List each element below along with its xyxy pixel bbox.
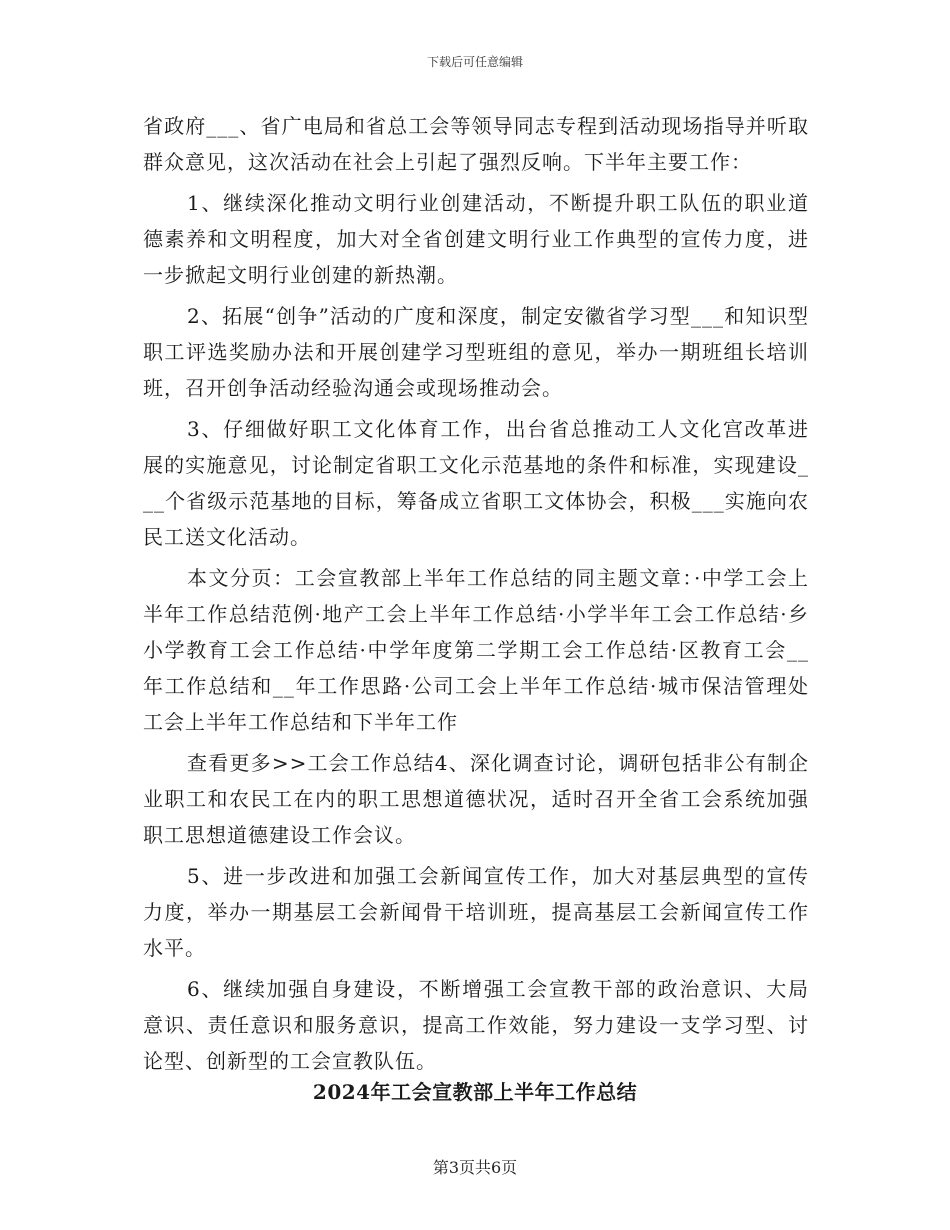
header-note: 下载后可任意编辑 [426, 55, 523, 69]
paragraph-item-4: 查看更多>>工会工作总结4、深化调查讨论，调研包括非公有制企业职工和农民工在内的职工思想道德状况，适时召开全省工会系统加强职工思想道德建设工作会议。 [143, 751, 809, 847]
paragraph-item-5: 5、进一步改进和加强工会新闻宣传工作，加大对基层典型的宣传力度，举办一期基层工会新闻骨干培训班，提高基层工会新闻宣传工作水平。 [143, 864, 809, 960]
paragraph-item-6: 6、继续加强自身建设，不断增强工会宣教干部的政治意识、大局意识、责任意识和服务意识，提高工作效能，努力建设一支学习型、讨论型、创新型的工会宣教队伍。 [143, 977, 809, 1073]
paragraph-item-2: 2、拓展“创争”活动的广度和深度，制定安徽省学习型___和知识型职工评选奖励办法和开展创建学习型班组的意见，举办一期班组长培训班，召开创争活动经验沟通会或现场推动会。 [143, 304, 809, 400]
page-number: 第3页共6页 [432, 1158, 518, 1177]
paragraph-item-1: 1、继续深化推动文明行业创建活动，不断提升职工队伍的职业道德素养和文明程度，加大对全省创建文明行业工作典型的宣传力度，进一步掀起文明行业创建的新热潮。 [143, 191, 809, 287]
paragraph-item-3: 3、仔细做好职工文化体育工作，出台省总推动工人文化宫改革进展的实施意见，讨论制定省职工文化示范基地的条件和标准，实现建设___个省级示范基地的目标，筹备成立省职工文体协会，积极___实施向农民工送文化活动。 [143, 417, 809, 549]
section-title: 2024年工会宣教部上半年工作总结 [312, 1080, 638, 1104]
document-body [143, 108, 809, 1084]
paragraph-related-articles: 本文分页：工会宣教部上半年工作总结的同主题文章：·中学工会上半年工作总结范例·地产工会上半年工作总结·小学半年工会工作总结·乡小学教育工会工作总结·中学年度第二学期工会工作总结·区教育工会__年工作总结和__年工作思路·公司工会上半年工作总结·城市保洁管理处工会上半年工作总结和下半年工作 [143, 566, 809, 734]
paragraph-continuation: 省政府___、省广电局和省总工会等领导同志专程到活动现场指导并听取群众意见，这次活动在社会上引起了强烈反响。下半年主要工作： [143, 114, 809, 174]
